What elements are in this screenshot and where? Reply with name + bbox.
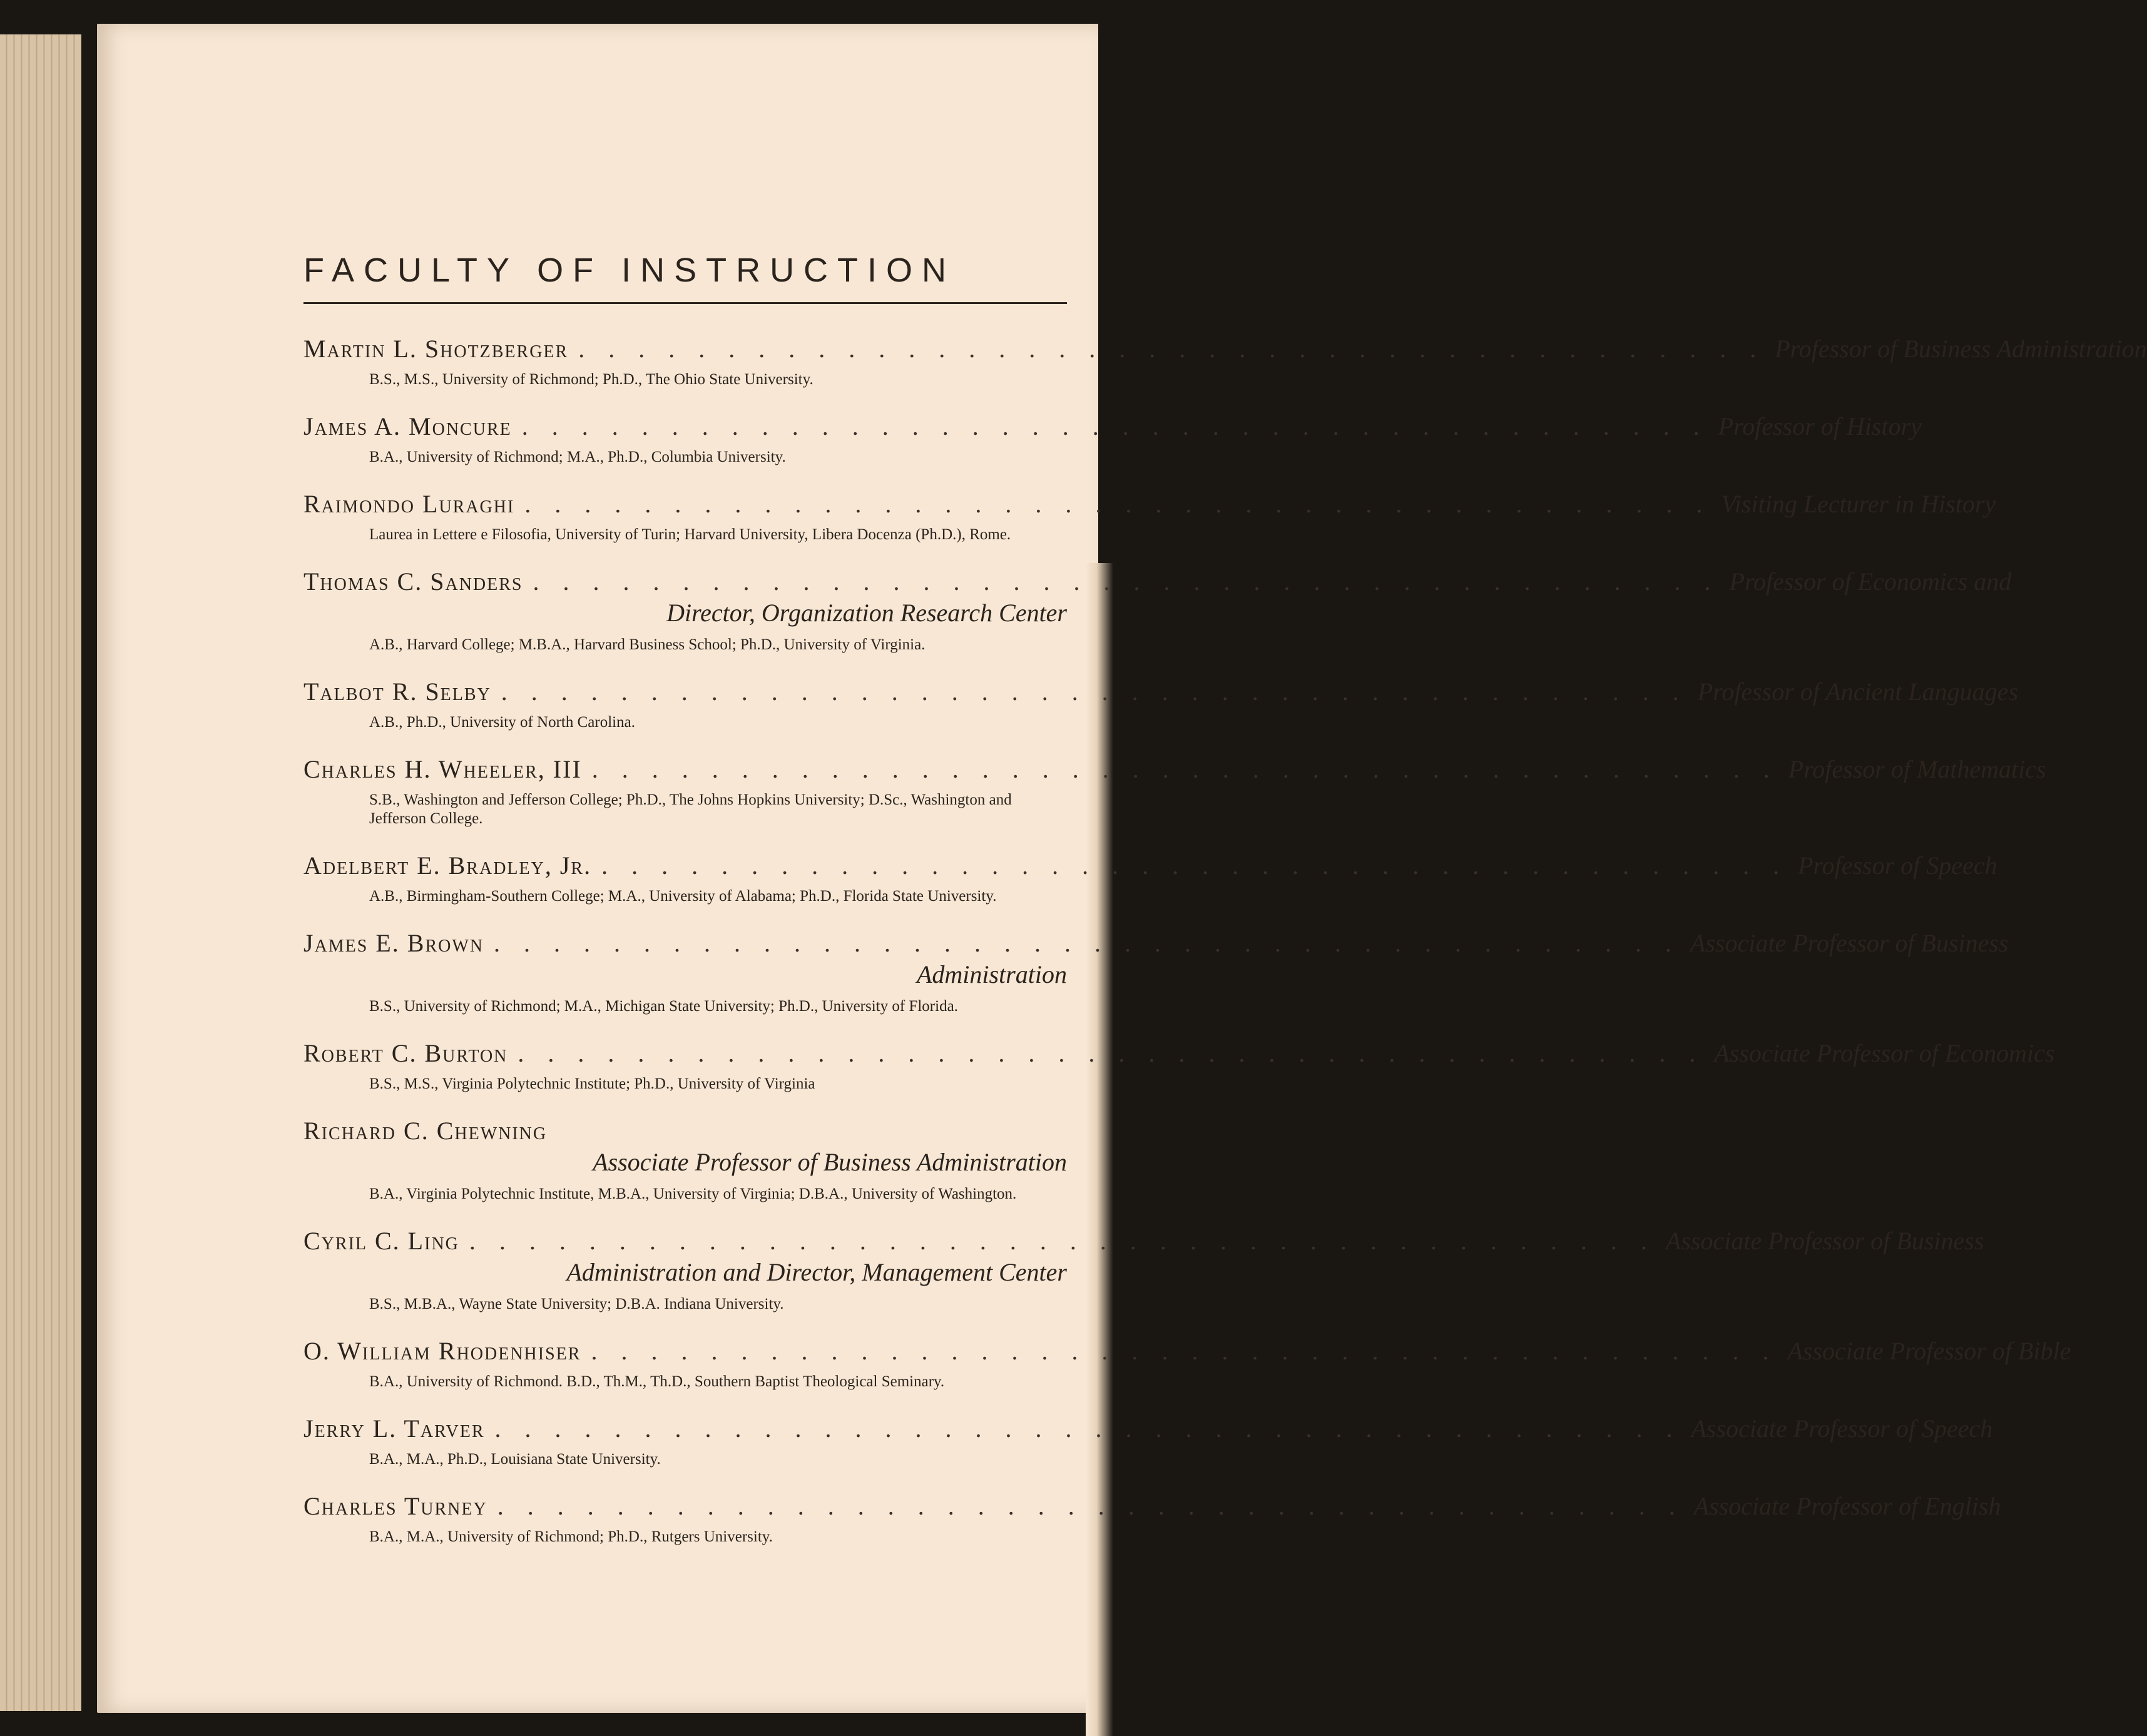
dot-leader: . . . . . . . . . . . . . . . . . . . . . . . . . . . . . . . . . . . . . . . . (518, 1039, 1705, 1067)
page-edges (0, 34, 81, 1711)
faculty-title: Professor of Business Administration (1775, 335, 2147, 363)
faculty-name: Richard C. Chewning (303, 1117, 548, 1145)
entry-header (303, 489, 1996, 519)
faculty-name: Adelbert E. Bradley, Jr. (303, 851, 592, 880)
faculty-name: Raimondo Luraghi (303, 490, 515, 518)
faculty-entry (303, 567, 2012, 654)
faculty-credentials: A.B., Ph.D., University of North Carolina. (369, 714, 635, 731)
faculty-credentials: B.A., University of Richmond. B.D., Th.M., Th.D., Southern Baptist Theological Seminary. (369, 1373, 945, 1390)
entry-header (303, 334, 2147, 364)
faculty-entry (303, 928, 2009, 1016)
faculty-entry (303, 1116, 1067, 1204)
faculty-entry (303, 1038, 2055, 1094)
faculty-entry (303, 754, 2046, 828)
entry-header (303, 754, 2046, 784)
dot-leader: . . . . . . . . . . . . . . . . . . . . . . . . . . . . . . . . . . . . . . . . (494, 929, 1681, 957)
page-curl-shadow (1086, 563, 1113, 1736)
entry-header (303, 1491, 2001, 1521)
dot-leader: . . . . . . . . . . . . . . . . . . . . . . . . . . . . . . . . . . . . . . . . (469, 1227, 1656, 1255)
faculty-name: Jerry L. Tarver (303, 1414, 485, 1443)
faculty-entry (303, 334, 2147, 389)
dot-leader: . . . . . . . . . . . . . . . . . . . . . . . . . . . . . . . . . . . . . . . . (533, 567, 1720, 596)
faculty-title: Visiting Lecturer in History (1721, 490, 1996, 518)
faculty-credentials: B.A., M.A., Ph.D., Louisiana State University. (369, 1451, 661, 1468)
entry-header (303, 1116, 1067, 1146)
entry-header (303, 1226, 1984, 1256)
faculty-credentials: B.A., University of Richmond; M.A., Ph.D., Columbia University. (369, 449, 786, 465)
dot-leader: . . . . . . . . . . . . . . . . . . . . . . . . . . . . . . . . . . . . . . . . (591, 1337, 1778, 1365)
faculty-name: O. William Rhodenhiser (303, 1337, 581, 1365)
entry-header (303, 851, 1997, 881)
faculty-credentials: B.S., M.S., University of Richmond; Ph.D., The Ohio State University. (369, 371, 813, 388)
faculty-title-continued: Administration (916, 960, 1067, 988)
faculty-name: Robert C. Burton (303, 1039, 508, 1067)
dot-leader: . . . . . . . . . . . . . . . . . . . . . . . . . . . . . . . . . . . . . . . . (578, 335, 1765, 363)
faculty-listing (303, 251, 2147, 1569)
dot-leader: . . . . . . . . . . . . . . . . . . . . . . . . . . . . . . . . . . . . . . . . (494, 1414, 1681, 1443)
entry-header (303, 928, 2009, 958)
faculty-name: Martin L. Shotzberger (303, 335, 569, 363)
dot-leader: . . . . . . . . . . . . . . . . . . . . . . . . . . . . . . . . . . . . . . . . (601, 851, 1788, 880)
entry-header (303, 1038, 2055, 1069)
faculty-title-continued: Director, Organization Research Center (666, 599, 1067, 627)
entry-header (303, 1414, 1993, 1444)
faculty-entry (303, 1336, 2071, 1391)
faculty-credentials: B.S., M.S., Virginia Polytechnic Institute; Ph.D., University of Virginia (369, 1075, 815, 1092)
faculty-entry (303, 851, 1997, 906)
faculty-credentials: B.A., Virginia Polytechnic Institute, M.B.A., University of Virginia; D.B.A., University of Washington. (369, 1185, 1017, 1202)
faculty-name: Thomas C. Sanders (303, 567, 523, 596)
faculty-entry (303, 677, 2019, 732)
faculty-title-continued: Administration and Director, Management Center (566, 1258, 1067, 1286)
dot-leader: . . . . . . . . . . . . . . . . . . . . . . . . . . . . . . . . . . . . . . . . (521, 412, 1708, 440)
faculty-credentials: B.S., M.B.A., Wayne State University; D.B.A. Indiana University. (369, 1296, 784, 1312)
faculty-title: Associate Professor of Business (1690, 929, 2009, 957)
faculty-credentials: B.A., M.A., University of Richmond; Ph.D., Rutgers University. (369, 1528, 773, 1545)
faculty-name: Charles Turney (303, 1492, 487, 1520)
faculty-entry (303, 412, 1922, 467)
faculty-credentials: Laurea in Lettere e Filosofia, University of Turin; Harvard University, Libera Docenza (Ph.D.), Rome. (369, 526, 1011, 543)
faculty-title: Professor of History (1718, 412, 1922, 440)
faculty-title: Associate Professor of Bible (1787, 1337, 2071, 1365)
entry-header (303, 1336, 2071, 1366)
faculty-title: Associate Professor of Business Administration (593, 1148, 1067, 1176)
faculty-entry (303, 1414, 1993, 1469)
faculty-credentials: A.B., Harvard College; M.B.A., Harvard Business School; Ph.D., University of Virginia. (369, 636, 926, 653)
faculty-credentials: S.B., Washington and Jefferson College; Ph.D., The Johns Hopkins University; D.Sc., Washington and Jefferson College. (369, 791, 1012, 827)
dot-leader: . . . . . . . . . . . . . . . . . . . . . . . . . . . . . . . . . . . . . . . . (524, 490, 1711, 518)
faculty-entry (303, 489, 1996, 544)
faculty-title: Professor of Economics and (1729, 567, 2012, 596)
entry-header (303, 412, 1922, 442)
faculty-name: Talbot R. Selby (303, 678, 491, 706)
entry-header (303, 567, 2012, 597)
faculty-name: James E. Brown (303, 929, 484, 957)
page-heading: FACULTY OF INSTRUCTION (303, 253, 1067, 304)
faculty-title: Associate Professor of English (1693, 1492, 2001, 1520)
dot-leader: . . . . . . . . . . . . . . . . . . . . . . . . . . . . . . . . . . . . . . . . (591, 755, 1778, 783)
faculty-credentials: B.S., University of Richmond; M.A., Michigan State University; Ph.D., University of Florida. (369, 998, 958, 1015)
entry-header (303, 677, 2019, 707)
faculty-title: Professor of Speech (1798, 851, 1997, 880)
faculty-title: Associate Professor of Business (1665, 1227, 1984, 1255)
dot-leader: . . . . . . . . . . . . . . . . . . . . . . . . . . . . . . . . . . . . . . . . (501, 678, 1688, 706)
dot-leader: . . . . . . . . . . . . . . . . . . . . . . . . . . . . . . . . . . . . . . . . (497, 1492, 1684, 1520)
faculty-entry (303, 1226, 1984, 1314)
faculty-title: Professor of Mathematics (1788, 755, 2046, 783)
faculty-title: Associate Professor of Speech (1691, 1414, 1993, 1443)
faculty-name: Charles H. Wheeler, III (303, 755, 582, 783)
faculty-name: Cyril C. Ling (303, 1227, 459, 1255)
faculty-credentials: A.B., Birmingham-Southern College; M.A., University of Alabama; Ph.D., Florida State University. (369, 888, 997, 905)
faculty-title: Professor of Ancient Languages (1697, 678, 2019, 706)
faculty-title: Associate Professor of Economics (1714, 1039, 2055, 1067)
faculty-entry (303, 1491, 2001, 1546)
faculty-name: James A. Moncure (303, 412, 512, 440)
